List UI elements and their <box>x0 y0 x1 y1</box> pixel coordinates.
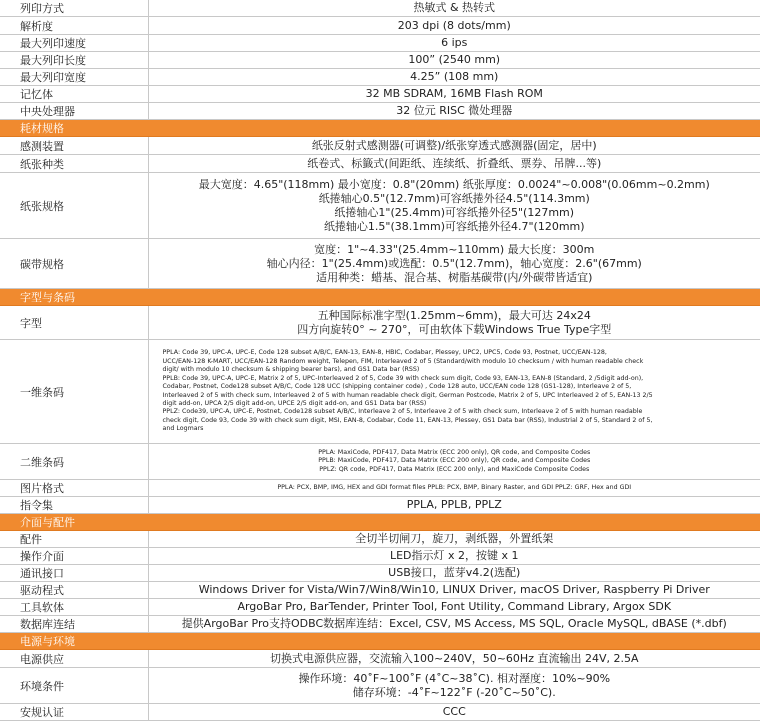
section-title: 字型与条码 <box>0 289 760 306</box>
spec-row <box>0 173 760 239</box>
spec-value <box>148 306 760 340</box>
spec-row <box>0 239 760 289</box>
spec-label: 最大列印速度 <box>0 35 148 52</box>
spec-label: 字型 <box>0 306 148 340</box>
spec-value-line: 纸张反射式感测器(可调整)/纸张穿透式感测器(固定，居中) <box>311 138 597 152</box>
spec-label: 操作介面 <box>0 548 148 565</box>
spec-value <box>148 444 760 480</box>
spec-value <box>148 86 760 103</box>
spec-row <box>0 306 760 340</box>
spec-value <box>148 137 760 155</box>
spec-value <box>148 155 760 173</box>
spec-value <box>148 704 760 721</box>
spec-value-line: Interleaved 2 of 5 with check sum, Interleaved 2 of 5 with human readable check digit, German Postcode, Matrix 2 of 5, UPC Interleaved 2 of 5, EAN-13 2/5 <box>162 391 653 399</box>
spec-value-line: 32 位元 RISC 微处理器 <box>396 104 513 117</box>
spec-value-line: digit add-on, UPCA 2/5 digit add-on, UPCE 2/5 digit add-on, and GS1 Data bar (RSS) <box>162 399 427 407</box>
section-header <box>0 633 760 650</box>
spec-value-line: and Logmars <box>162 425 204 433</box>
section-header <box>0 514 760 531</box>
spec-row <box>0 103 760 120</box>
spec-value <box>148 17 760 35</box>
spec-value-line: digit/ with modulo 10 checksum & shipping bearer bars), and GS1 Data bar (RSS) <box>162 366 420 374</box>
spec-value-line: 6 ips <box>441 36 468 49</box>
spec-row <box>0 497 760 514</box>
spec-value-line: PPLA, PPLB, PPLZ <box>406 498 502 511</box>
section-title: 介面与配件 <box>0 514 760 531</box>
spec-value <box>148 548 760 565</box>
spec-value-line: 203 dpi (8 dots/mm) <box>397 18 511 32</box>
spec-value-line: PPLZ: Code39, UPC-A, UPC-E, Postnet, Code128 subset A/B/C, Interleave 2 of 5, Interleave 2 of 5 with check sum, Interleave 2 of 5 with human readable <box>162 408 643 416</box>
spec-row <box>0 650 760 668</box>
spec-value-line: 纸卷式、标籤式(间距纸、连续纸、折叠纸、票券、吊牌...等) <box>307 156 602 170</box>
spec-label: 电源供应 <box>0 650 148 668</box>
spec-value-line: 适用种类：蜡基、混合基、树脂基碳带(内/外碳带皆适宜) <box>316 270 593 284</box>
spec-label: 数据库连结 <box>0 616 148 633</box>
spec-row <box>0 35 760 52</box>
spec-row <box>0 52 760 69</box>
spec-value <box>148 668 760 704</box>
section-header <box>0 120 760 137</box>
spec-value-line: ArgoBar Pro, BarTender, Printer Tool, Font Utility, Command Library, Argox SDK <box>237 600 672 613</box>
spec-row <box>0 616 760 633</box>
spec-value <box>148 650 760 668</box>
spec-label: 指令集 <box>0 497 148 514</box>
spec-value <box>148 616 760 633</box>
spec-value-line: 四方向旋转0° ~ 270°，可由软体下载Windows True Type字型 <box>297 322 612 336</box>
spec-label: 配件 <box>0 531 148 548</box>
spec-value-line: check digit, Code 93, Code 39 with check sum digit, MSI, EAN-8, Codabar, Code 11, EAN-13, Plessey, GS1 Data bar (RSS), Industrial 2 of 5, Standard 2 of 5, <box>162 416 653 424</box>
spec-row <box>0 565 760 582</box>
spec-value-line: 100” (2540 mm) <box>408 53 501 66</box>
spec-value-line: LED指示灯 x 2，按键 x 1 <box>389 549 519 562</box>
spec-label: 解析度 <box>0 17 148 35</box>
spec-label: 最大列印长度 <box>0 52 148 69</box>
spec-value-line: 全切半切闸刀，旋刀，剥纸器，外置纸架 <box>355 532 554 545</box>
spec-row <box>0 137 760 155</box>
spec-value <box>148 0 760 17</box>
spec-value-line: 4.25” (108 mm) <box>410 70 499 83</box>
spec-value-line: PPLA: PCX, BMP, IMG, HEX and GDI format files PPLB: PCX, BMP, Binary Raster, and GDI PPLZ: GRF, Hex and GDI <box>277 483 632 491</box>
spec-value-line: USB接口，蓝芽v4.2(选配) <box>388 566 521 579</box>
spec-label: 纸张种类 <box>0 155 148 173</box>
spec-value <box>148 340 760 444</box>
spec-value-line: 纸捲轴心1"(25.4mm)可容纸捲外径5"(127mm) <box>334 205 575 219</box>
spec-row <box>0 155 760 173</box>
spec-row <box>0 480 760 497</box>
spec-value <box>148 173 760 239</box>
spec-value-line: 操作环境：40˚F~100˚F (4˚C~38˚C). 相对溼度：10%~90% <box>298 671 611 685</box>
spec-label: 感测装置 <box>0 137 148 155</box>
spec-row <box>0 548 760 565</box>
spec-value-line: PPLB: Code 39, UPC-A, UPC-E, Matrix 2 of 5, UPC-Interleaved 2 of 5, Code 39 with check sum digit, Code 93, EAN-13, EAN-8 (Standard, 2 /5digit add-on), <box>162 374 644 382</box>
spec-row <box>0 582 760 599</box>
spec-value-line: 纸捲轴心1.5"(38.1mm)可容纸捲外径4.7"(120mm) <box>323 219 585 233</box>
spec-value <box>148 565 760 582</box>
spec-value-line: 纸捲轴心0.5"(12.7mm)可容纸捲外径4.5"(114.3mm) <box>318 191 590 205</box>
spec-value <box>148 103 760 120</box>
spec-value-line: 切换式电源供应器，交流输入100~240V，50~60Hz 直流输出 24V, 2.5A <box>269 651 639 665</box>
spec-label: 驱动程式 <box>0 582 148 599</box>
spec-label: 图片格式 <box>0 480 148 497</box>
spec-row <box>0 444 760 480</box>
spec-value-line: Windows Driver for Vista/Win7/Win8/Win10, LINUX Driver, macOS Driver, Raspberry Pi Driver <box>198 583 710 596</box>
spec-value <box>148 531 760 548</box>
spec-row <box>0 599 760 616</box>
spec-value <box>148 497 760 514</box>
spec-label: 二维条码 <box>0 444 148 480</box>
spec-value-line: CCC <box>442 705 466 718</box>
spec-row <box>0 0 760 17</box>
spec-value-line: 宽度：1"~4.33"(25.4mm~110mm) 最大长度：300m <box>314 242 595 256</box>
spec-row <box>0 86 760 103</box>
spec-label: 列印方式 <box>0 0 148 17</box>
spec-value-line: PPLA: Code 39, UPC-A, UPC-E, Code 128 subset A/B/C, EAN-13, EAN-8, HBIC, Codabar, Plessey, UPC2, UPC5, Code 93, Postnet, UCC/EAN-128, <box>162 349 607 357</box>
spec-value <box>148 69 760 86</box>
spec-label: 通讯接口 <box>0 565 148 582</box>
spec-label: 一维条码 <box>0 340 148 444</box>
spec-value-line: Codabar, Postnet, Code128 subset A/B/C, Code 128 UCC (shipping container code) , Code 128 auto, UCC/EAN code 128 (GS1-128), Interleave 2 of 5, <box>162 383 632 391</box>
spec-value-line: 储存环境：-4˚F~122˚F (-20˚C~50˚C). <box>352 685 556 699</box>
spec-value <box>148 52 760 69</box>
spec-label: 环境条件 <box>0 668 148 704</box>
section-title: 电源与环境 <box>0 633 760 650</box>
spec-row <box>0 704 760 721</box>
spec-value-line: 32 MB SDRAM, 16MB Flash ROM <box>365 87 543 100</box>
spec-row <box>0 668 760 704</box>
spec-value <box>148 480 760 497</box>
spec-value <box>148 582 760 599</box>
spec-label: 工具软体 <box>0 599 148 616</box>
spec-value <box>148 599 760 616</box>
section-header <box>0 289 760 306</box>
spec-label: 记忆体 <box>0 86 148 103</box>
spec-row <box>0 69 760 86</box>
spec-value-line: 热敏式 & 热转式 <box>413 1 496 14</box>
spec-value-line: 轴心内径：1"(25.4mm)或选配：0.5"(12.7mm)，轴心宽度：2.6"(67mm) <box>266 256 642 270</box>
spec-row <box>0 17 760 35</box>
spec-label: 安规认证 <box>0 704 148 721</box>
spec-value-line: 提供ArgoBar Pro支持ODBC数据库连结：Excel, CSV, MS Access, MS SQL, Oracle MySQL, dBASE (*.dbf) <box>181 617 727 630</box>
spec-row <box>0 531 760 548</box>
spec-label: 纸张规格 <box>0 173 148 239</box>
spec-value-line: PPLA: MaxiCode, PDF417, Data Matrix (ECC 200 only), QR code, and Composite Codes <box>318 448 591 456</box>
spec-label: 碳带规格 <box>0 239 148 289</box>
spec-value-line: UCC/EAN-128 K-MART, UCC/EAN-128 Random weight, Telepen, FIM, Interleaved 2 of 5 (Standard/with modulo 10 checksum / with human readable check <box>162 357 644 365</box>
spec-label: 最大列印宽度 <box>0 69 148 86</box>
spec-value-line: PPLB: MaxiCode, PDF417, Data Matrix (ECC 200 only), QR code, and Composite Codes <box>318 457 591 465</box>
spec-value <box>148 35 760 52</box>
section-title: 耗材规格 <box>0 120 760 137</box>
spec-value-line: 五种国际标准字型(1.25mm~6mm)，最大可达 24x24 <box>317 308 591 322</box>
spec-label: 中央处理器 <box>0 103 148 120</box>
spec-value-line: 最大宽度：4.65"(118mm) 最小宽度：0.8"(20mm) 纸张厚度：0.0024"~0.008"(0.06mm~0.2mm) <box>198 177 710 191</box>
spec-value-line: PPLZ: QR code, PDF417, Data Matrix (ECC 200 only), and MaxiCode Composite Codes <box>319 465 590 473</box>
spec-value <box>148 239 760 289</box>
spec-row <box>0 340 760 444</box>
